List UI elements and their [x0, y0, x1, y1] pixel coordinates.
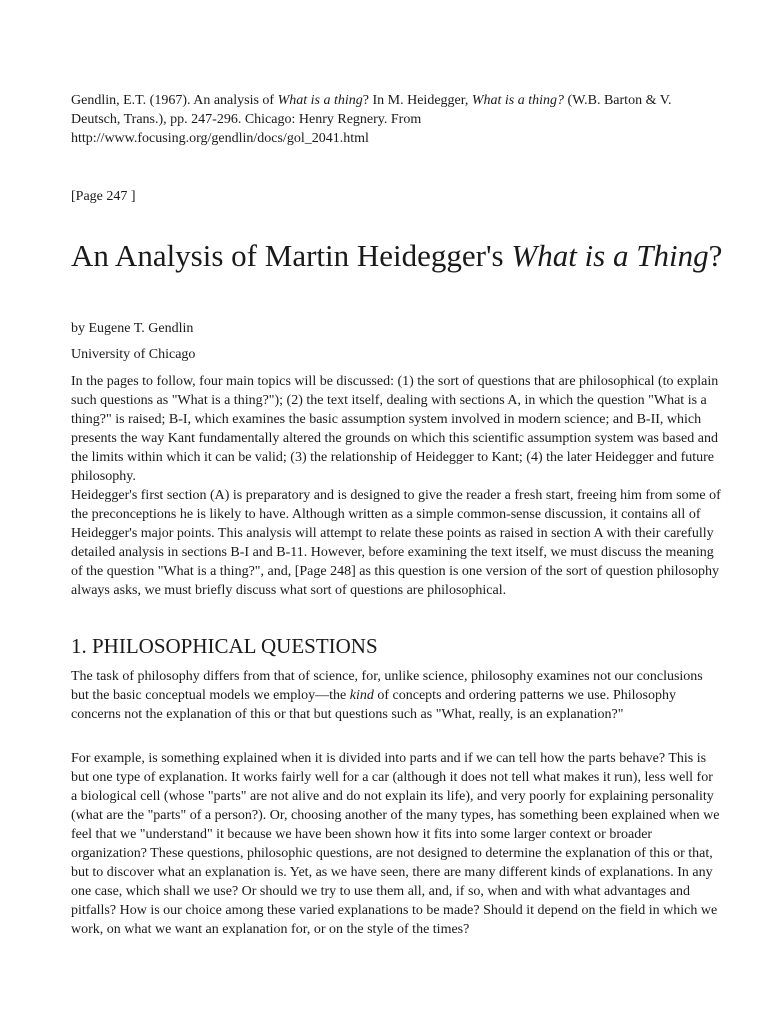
citation	[71, 91, 711, 148]
page-title	[71, 236, 740, 276]
byline: by Eugene T. Gendlin	[71, 321, 194, 336]
citation-text: Gendlin, E.T. (1967). An analysis of	[71, 93, 278, 108]
title-italic: What is a Thing	[511, 238, 709, 273]
paragraph-intro: In the pages to follow, four main topics will be discussed: (1) the sort of questions that are philosophical (to explain such questions as "What is a thing?"); (2) the text itself, dealing with sections A, in which the question "What is a thing?" is raised; B-I, which examines the basic assumption system involved in modern science; and B-II, which presents the way Kant fundamentally altered the grounds on which this scientific assumption system was based and the limits within which it can be valid; (3) the relationship of Heidegger to Kant; (4) the later Heidegger and future philosophy.	[71, 374, 719, 484]
citation-text: ? In M. Heidegger,	[362, 93, 472, 108]
citation-title-italic: What is a thing	[277, 93, 363, 108]
citation-text: (W.B. Barton & V. Deutsch, Trans.), pp. 247-296. Chicago: Henry Regnery. From http://www.focusing.org/gendlin/docs/gol_2041.html	[71, 93, 672, 146]
title-end: ?	[708, 238, 723, 273]
paragraph-philosophy-task	[71, 667, 722, 724]
paragraph-section-a: Heidegger's first section (A) is preparatory and is designed to give the reader a fresh start, freeing him from some of the preconceptions he is likely to have. Although written as a simple common-sense discussion, it contains all of Heidegger's major points. This analysis will attempt to relate these points as raised in section A with their carefully detailed analysis in sections B-I and B-11. However, before examining the text itself, we must discuss the meaning of the question "What is a thing?", and, [Page 248] as this question is one version of the sort of question philosophy always asks, we must briefly discuss what sort of questions are philosophical.	[71, 488, 721, 598]
title-text: An Analysis of Martin Heidegger's	[71, 238, 512, 273]
paragraph-italic: kind	[349, 688, 374, 703]
paragraph-text: of concepts and ordering patterns we use. Philosophy concerns not the explanation of this or that but questions such as "What, really, is an explanation?"	[71, 688, 676, 722]
page-marker: [Page 247 ]	[71, 189, 136, 204]
section-heading: 1. PHILOSOPHICAL QUESTIONS	[71, 634, 378, 658]
affiliation: University of Chicago	[71, 347, 196, 362]
paragraph-text: The task of philosophy differs from that of science, for, unlike science, philosophy examines not our conclusions but the basic conceptual models we employ—the	[71, 669, 703, 703]
paragraph-example: For example, is something explained when it is divided into parts and if we can tell how the parts behave? This is but one type of explanation. It works fairly well for a car (although it does not tell what makes it run), less well for a biological cell (whose "parts" are not alive and do not explain its life), and very poorly for explaining personality (what are the "parts" of a person?). Or, choosing another of the many types, has something been explained when we feel that we "understand" it because we have been shown how it fits into some larger context or broader organization? These questions, philosophic questions, are not designed to determine the explanation of this or that, but to discover what an explanation is. Yet, as we have seen, there are many different kinds of explanations. In any one case, which shall we use? Or should we try to use them all, and, if so, when and with what advantages and pitfalls? How is our choice among these varied explanations to be made? Should it depend on the field in which we work, on what we want an explanation for, or on the style of the times?	[71, 751, 720, 937]
citation-book-italic: What is a thing?	[471, 93, 565, 108]
